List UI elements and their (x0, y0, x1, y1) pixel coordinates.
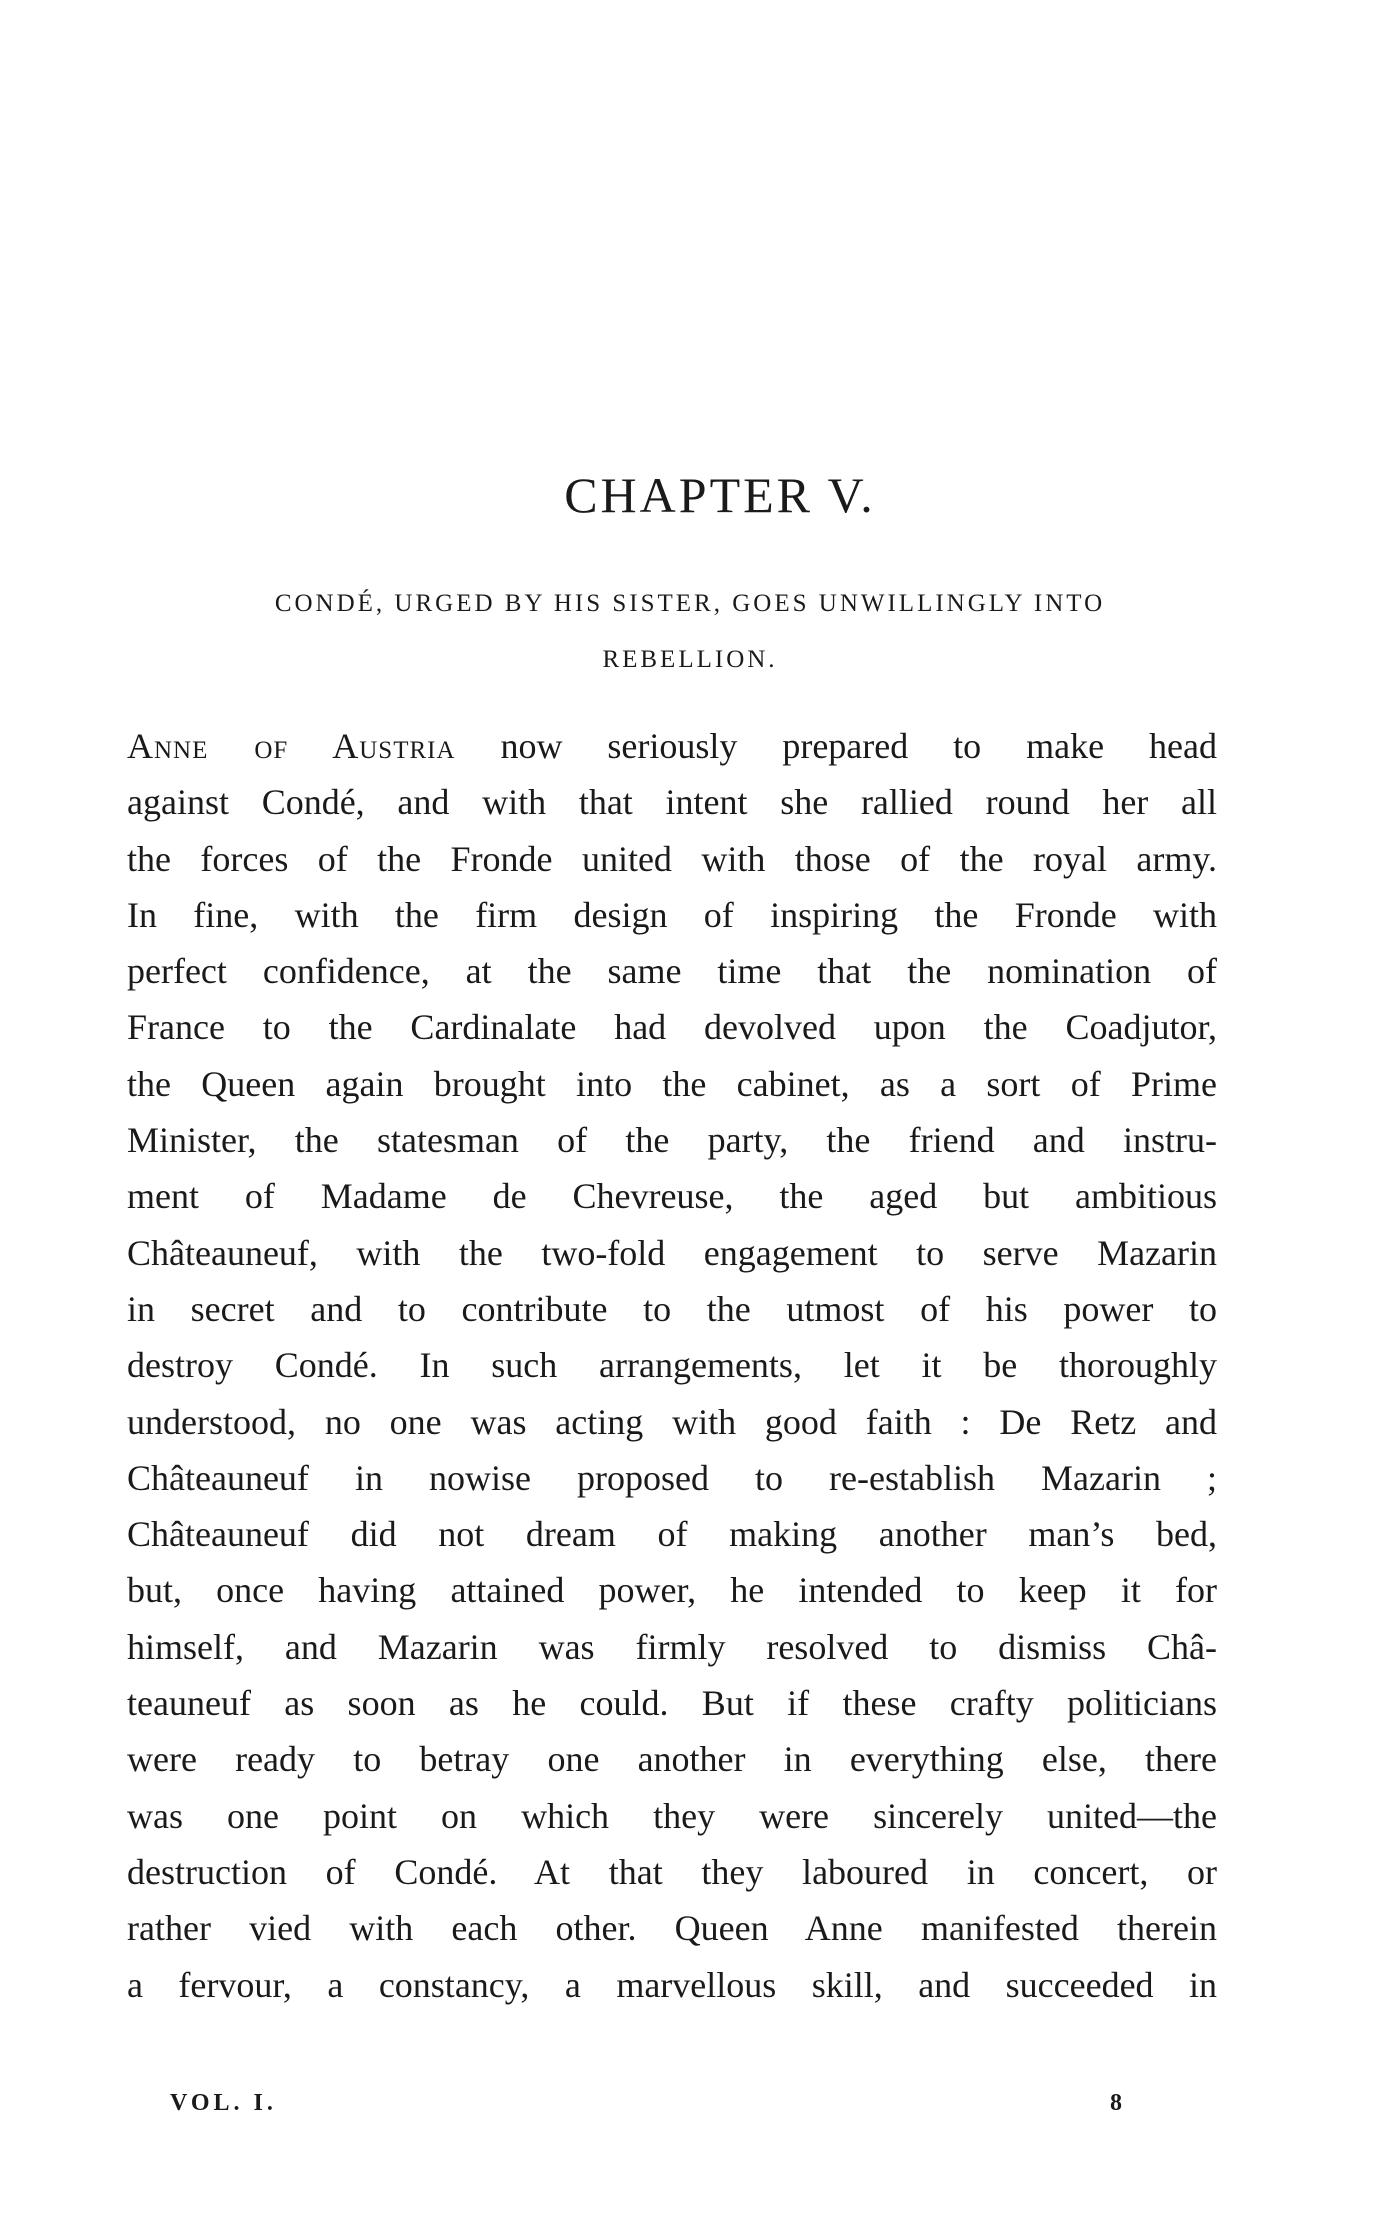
body-line: a fervour, a constancy, a marvellous skill, and succeeded in (127, 1964, 1217, 2005)
chapter-subtitle-line-1: CONDÉ, URGED BY HIS SISTER, GOES UNWILLINGLY INTO (274, 590, 1106, 617)
body-line: ment of Madame de Chevreuse, the aged but ambitious (127, 1176, 1217, 1217)
body-line: the forces of the Fronde united with those of the royal army. (127, 838, 1217, 879)
body-line: himself, and Mazarin was firmly resolved to dismiss Châ- (127, 1626, 1217, 1667)
body-line: was one point on which they were sincerely united—the (127, 1795, 1217, 1836)
body-line: the Queen again brought into the cabinet, as a sort of Prime (127, 1063, 1217, 1104)
body-line: Châteauneuf did not dream of making another man’s bed, (127, 1514, 1217, 1555)
body-line: in secret and to contribute to the utmost of his power to (127, 1288, 1217, 1329)
body-line: against Condé, and with that intent she rallied round her all (127, 782, 1217, 823)
body-line: but, once having attained power, he intended to keep it for (127, 1570, 1217, 1611)
body-line: Minister, the statesman of the party, the friend and instru- (127, 1120, 1217, 1161)
chapter-subtitle-line-2: REBELLION. (602, 646, 778, 673)
chapter-subtitle (160, 576, 1220, 688)
volume-signature: VOL. I. (170, 2090, 277, 2116)
body-line: rather vied with each other. Queen Anne manifested therein (127, 1908, 1217, 1949)
body-line: understood, no one was acting with good faith : De Retz and (127, 1401, 1217, 1442)
body-line-text: now seriously prepared to make head (455, 726, 1217, 766)
chapter-title: CHAPTER V. (564, 467, 876, 523)
opening-smallcaps: Anne of Austria (127, 726, 456, 766)
body-line: Châteauneuf, with the two-fold engagement to serve Mazarin (127, 1232, 1217, 1273)
body-line: destruction of Condé. At that they laboured in concert, or (127, 1851, 1217, 1892)
body-line: were ready to betray one another in everything else, there (127, 1739, 1217, 1780)
body-paragraph (127, 718, 1217, 2013)
body-line: In fine, with the firm design of inspiring the Fronde with (127, 894, 1217, 935)
body-line: France to the Cardinalate had devolved upon the Coadjutor, (127, 1007, 1217, 1048)
body-line: perfect confidence, at the same time that the nomination of (127, 951, 1217, 992)
body-line: teauneuf as soon as he could. But if these crafty politicians (127, 1683, 1217, 1724)
body-line: destroy Condé. In such arrangements, let it be thoroughly (127, 1345, 1217, 1386)
body-line: Châteauneuf in nowise proposed to re-establish Mazarin ; (127, 1457, 1217, 1498)
body-line (127, 718, 1217, 774)
sheet-mark: 8 (1110, 2090, 1122, 2116)
